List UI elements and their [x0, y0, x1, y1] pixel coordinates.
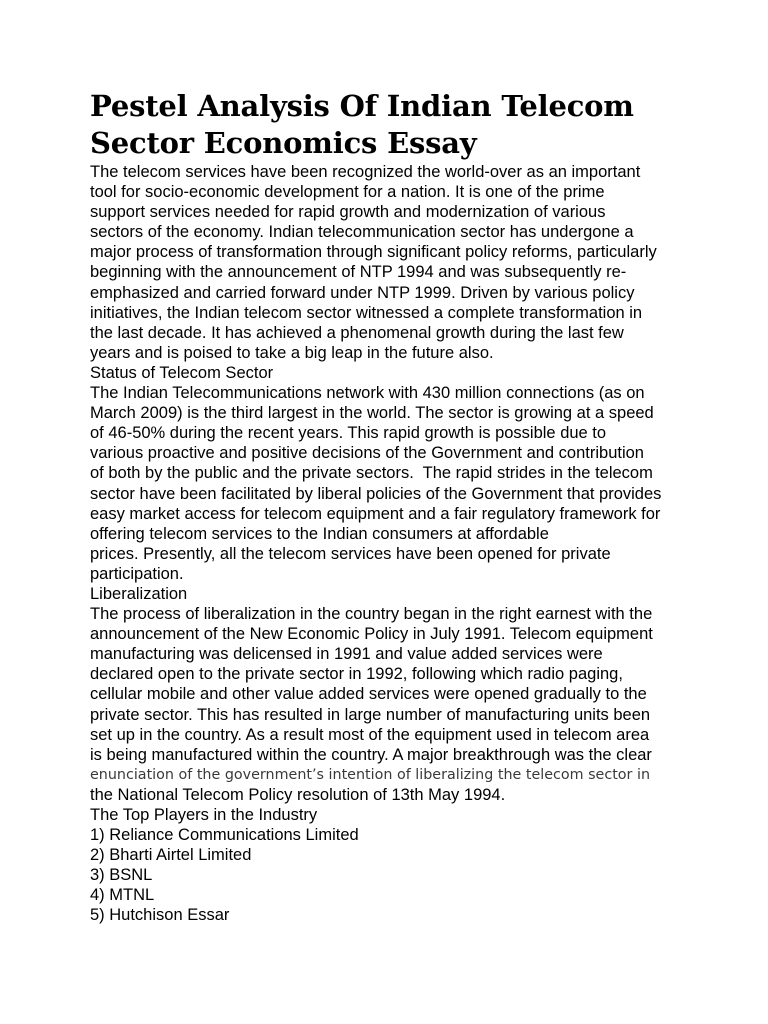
body-line: cellular mobile and other value added services were opened gradually to the [90, 685, 647, 704]
list-item: 2) Bharti Airtel Limited [90, 846, 252, 865]
body-line: enunciation of the government’s intention of liberalizing the telecom sector in [90, 766, 651, 783]
body-line: tool for socio-economic development for a nation. It is one of the prime [90, 183, 605, 202]
section-heading: Status of Telecom Sector [90, 363, 274, 382]
body-line: beginning with the announcement of NTP 1994 and was subsequently re- [90, 263, 627, 282]
body-line: the National Telecom Policy resolution of 13th May 1994. [90, 785, 506, 804]
body-line: years and is poised to take a big leap in the future also. [90, 343, 494, 362]
body-line: sectors of the economy. Indian telecommunication sector has undergone a [90, 223, 634, 242]
document-page [90, 88, 690, 926]
body-line: prices. Presently, all the telecom services have been opened for private [90, 544, 611, 563]
document-body [90, 162, 690, 926]
body-line: emphasized and carried forward under NTP 1999. Driven by various policy [90, 283, 635, 302]
body-line: initiatives, the Indian telecom sector witnessed a complete transformation in [90, 303, 643, 322]
title-line-1: Pestel Analysis Of Indian Telecom [90, 89, 634, 123]
section-heading: The Top Players in the Industry [90, 806, 318, 824]
body-line: set up in the country. As a result most of the equipment used in telecom area [90, 725, 650, 744]
body-line: March 2009) is the third largest in the world. The sector is growing at a speed [90, 404, 654, 423]
body-line: declared open to the private sector in 1992, following which radio paging, [90, 665, 623, 684]
body-line: support services needed for rapid growth and modernization of various [90, 203, 606, 222]
body-line: easy market access for telecom equipment and a fair regulatory framework for [90, 504, 661, 523]
body-line: participation. [90, 564, 184, 583]
list-item: 3) BSNL [90, 866, 153, 885]
body-line: of 46-50% during the recent years. This rapid growth is possible due to [90, 424, 607, 443]
body-line: The telecom services have been recognized the world-over as an important [90, 163, 641, 181]
body-line: major process of transformation through significant policy reforms, particularly [90, 243, 657, 262]
body-line: The Indian Telecommunications network with 430 million connections (as on [90, 384, 645, 403]
body-line: announcement of the New Economic Policy in July 1991. Telecom equipment [90, 625, 653, 644]
body-line: of both by the public and the private sectors. The rapid strides in the telecom [90, 464, 653, 483]
body-line: The process of liberalization in the country began in the right earnest with the [90, 605, 653, 624]
title-line-2: Sector Economics Essay [90, 126, 477, 160]
list-item: 4) MTNL [90, 886, 155, 905]
body-line: various proactive and positive decisions of the Government and contribution [90, 444, 644, 463]
body-line: is being manufactured within the country. A major breakthrough was the clear [90, 745, 652, 764]
body-line: manufacturing was delicensed in 1991 and value added services were [90, 645, 603, 664]
document-title [90, 88, 690, 162]
body-line: private sector. This has resulted in large number of manufacturing units been [90, 705, 651, 724]
body-line: the last decade. It has achieved a phenomenal growth during the last few [90, 323, 624, 342]
list-item: 5) Hutchison Essar [90, 906, 230, 925]
list-item: 1) Reliance Communications Limited [90, 826, 359, 845]
body-line: sector have been facilitated by liberal policies of the Government that provides [90, 484, 662, 503]
section-heading: Liberalization [90, 584, 188, 603]
body-line: offering telecom services to the Indian consumers at affordable [90, 524, 549, 543]
